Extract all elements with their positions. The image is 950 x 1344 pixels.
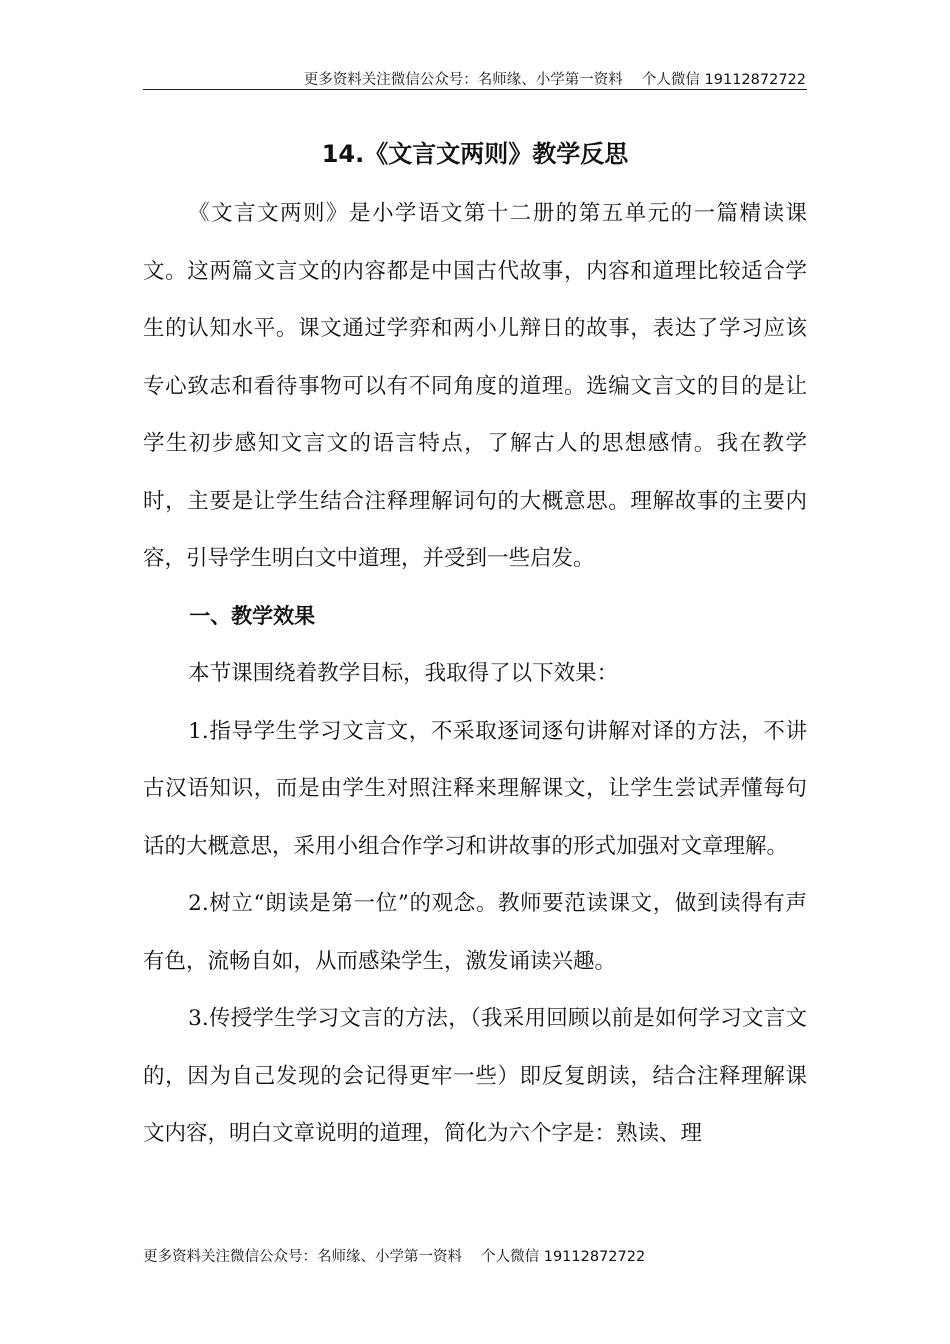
list-item-3: 3.传授学生学习文言的方法，（我采用回顾以前是如何学习文言文的，因为自己发现的会记得更牢一些）即反复朗读，结合注释理解课文内容，明白文章说明的道理，简化为六个字是：熟读、理 [143, 1006, 807, 1146]
intro-paragraph: 《文言文两则》是小学语文第十二册的第五单元的一篇精读课文。这两篇文言文的内容都是中国古代故事，内容和道理比较适合学生的认知水平。课文通过学弈和两小儿辩日的故事，表达了学习应该专心致志和看待事物可以有不同角度的道理。选编文言文的目的是让学生初步感知文言文的语言特点，了解古人的思想感情。我在教学时，主要是让学生结合注释理解词句的大概意思。理解故事的主要内容，引导学生明白文中道理，并受到一些启发。 [143, 201, 807, 571]
document-body [143, 185, 807, 1163]
page-footer: 更多资料关注微信公众号：名师缘、小学第一资料 个人微信 19112872722 [143, 1249, 646, 1265]
document-title: 14.《文言文两则》教学反思 [321, 140, 629, 168]
list-item-2: 2.树立“朗读是第一位”的观念。教师要范读课文，做到读得有声有色，流畅自如，从而感染学生，激发诵读兴趣。 [143, 891, 807, 974]
page-header: 更多资料关注微信公众号：名师缘、小学第一资料 个人微信 19112872722 [303, 72, 806, 88]
header-divider [143, 89, 807, 90]
list-item-1: 1.指导学生学习文言文，不采取逐词逐句讲解对译的方法，不讲古汉语知识，而是由学生对照注释来理解课文，让学生尝试弄懂每句话的大概意思，采用小组合作学习和讲故事的形式加强对文章理解。 [143, 718, 807, 859]
section-lead-paragraph: 本节课围绕着教学目标，我取得了以下效果： [188, 661, 619, 686]
section-heading: 一、教学效果 [189, 603, 316, 628]
